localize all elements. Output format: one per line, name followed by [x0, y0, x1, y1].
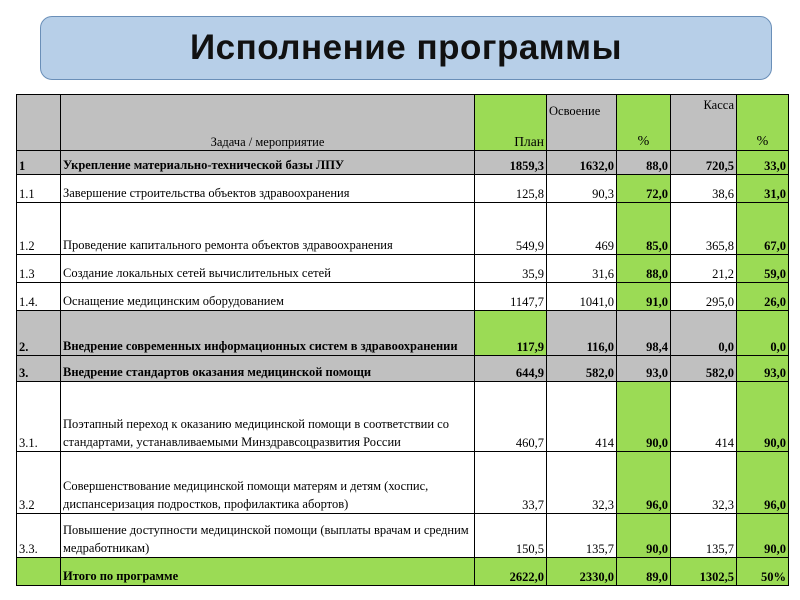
row-idx: 3.1. — [17, 382, 61, 452]
row-pct1: 90,0 — [617, 514, 671, 558]
row-kassa: 0,0 — [671, 311, 737, 356]
row-idx: 3. — [17, 356, 61, 382]
row-pct2: 93,0 — [737, 356, 789, 382]
row-plan: 2622,0 — [475, 558, 547, 586]
row-pct2: 0,0 — [737, 311, 789, 356]
row-pct2: 26,0 — [737, 283, 789, 311]
row-pct2: 50% — [737, 558, 789, 586]
row-kassa: 582,0 — [671, 356, 737, 382]
row-pct2: 33,0 — [737, 151, 789, 175]
row-osvoenie: 31,6 — [547, 255, 617, 283]
row-kassa: 135,7 — [671, 514, 737, 558]
row-task: Поэтапный переход к оказанию медицинской помощи в соответствии со стандартами, устанавливаемыми Минздравсоцразвития России — [61, 382, 475, 452]
row-pct1: 85,0 — [617, 203, 671, 255]
row-pct1: 88,0 — [617, 151, 671, 175]
row-kassa: 365,8 — [671, 203, 737, 255]
row-pct1: 89,0 — [617, 558, 671, 586]
row-idx: 1 — [17, 151, 61, 175]
header-pct1: % — [617, 95, 671, 151]
program-table — [16, 94, 789, 586]
row-idx: 1.1 — [17, 175, 61, 203]
row-task: Укрепление материально-технической базы ЛПУ — [61, 151, 475, 175]
row-plan: 460,7 — [475, 382, 547, 452]
total-row — [17, 558, 789, 586]
row-kassa: 720,5 — [671, 151, 737, 175]
table-row — [17, 514, 789, 558]
row-kassa: 21,2 — [671, 255, 737, 283]
row-idx: 1.3 — [17, 255, 61, 283]
row-task: Завершение строительства объектов здравоохранения — [61, 175, 475, 203]
row-pct1: 98,4 — [617, 311, 671, 356]
row-task: Проведение капитального ремонта объектов здравоохранения — [61, 203, 475, 255]
row-osvoenie: 469 — [547, 203, 617, 255]
header-plan: План — [475, 95, 547, 151]
row-pct2: 59,0 — [737, 255, 789, 283]
table-row — [17, 203, 789, 255]
row-osvoenie: 414 — [547, 382, 617, 452]
row-pct1: 91,0 — [617, 283, 671, 311]
header-kassa: Касса — [671, 95, 737, 151]
row-kassa: 295,0 — [671, 283, 737, 311]
row-osvoenie: 582,0 — [547, 356, 617, 382]
row-task: Повышение доступности медицинской помощи (выплаты врачам и средним медработникам) — [61, 514, 475, 558]
table-row — [17, 175, 789, 203]
row-plan: 1859,3 — [475, 151, 547, 175]
row-task: Итого по программе — [61, 558, 475, 586]
row-task: Оснащение медицинским оборудованием — [61, 283, 475, 311]
row-kassa: 1302,5 — [671, 558, 737, 586]
row-pct1: 90,0 — [617, 382, 671, 452]
row-kassa: 32,3 — [671, 452, 737, 514]
row-pct1: 93,0 — [617, 356, 671, 382]
row-plan: 33,7 — [475, 452, 547, 514]
header-pct2: % — [737, 95, 789, 151]
row-idx: 2. — [17, 311, 61, 356]
row-plan: 125,8 — [475, 175, 547, 203]
row-idx: 3.3. — [17, 514, 61, 558]
row-kassa: 38,6 — [671, 175, 737, 203]
row-pct2: 90,0 — [737, 514, 789, 558]
header-task-label: Задача / мероприятие — [210, 135, 325, 149]
row-osvoenie: 2330,0 — [547, 558, 617, 586]
row-task: Совершенствование медицинской помощи матерям и детям (хоспис, диспансеризация подростков, профилактика абортов) — [61, 452, 475, 514]
row-pct2: 90,0 — [737, 382, 789, 452]
row-osvoenie: 135,7 — [547, 514, 617, 558]
header-osvoenie: Освоение — [547, 95, 617, 151]
row-task: Создание локальных сетей вычислительных сетей — [61, 255, 475, 283]
header-row — [17, 95, 789, 151]
row-plan: 35,9 — [475, 255, 547, 283]
row-osvoenie: 116,0 — [547, 311, 617, 356]
row-osvoenie: 1632,0 — [547, 151, 617, 175]
row-plan: 644,9 — [475, 356, 547, 382]
row-idx: 1.4. — [17, 283, 61, 311]
title-banner — [40, 16, 772, 80]
row-pct2: 96,0 — [737, 452, 789, 514]
table-row — [17, 382, 789, 452]
row-plan: 549,9 — [475, 203, 547, 255]
row-task: Внедрение стандартов оказания медицинской помощи — [61, 356, 475, 382]
row-osvoenie: 90,3 — [547, 175, 617, 203]
page-title: Исполнение программы — [190, 28, 622, 67]
row-pct2: 31,0 — [737, 175, 789, 203]
row-plan: 150,5 — [475, 514, 547, 558]
row-pct1: 72,0 — [617, 175, 671, 203]
row-osvoenie: 1041,0 — [547, 283, 617, 311]
table-row — [17, 452, 789, 514]
table-row — [17, 151, 789, 175]
row-idx: 1.2 — [17, 203, 61, 255]
row-idx — [17, 558, 61, 586]
table-row — [17, 283, 789, 311]
row-pct1: 88,0 — [617, 255, 671, 283]
row-osvoenie: 32,3 — [547, 452, 617, 514]
header-task — [61, 95, 475, 151]
row-pct1: 96,0 — [617, 452, 671, 514]
row-idx: 3.2 — [17, 452, 61, 514]
table-row — [17, 311, 789, 356]
row-plan: 1147,7 — [475, 283, 547, 311]
row-kassa: 414 — [671, 382, 737, 452]
table-row — [17, 255, 789, 283]
row-task: Внедрение современных информационных систем в здравоохранении — [61, 311, 475, 356]
header-idx — [17, 95, 61, 151]
table-row — [17, 356, 789, 382]
row-pct2: 67,0 — [737, 203, 789, 255]
row-plan: 117,9 — [475, 311, 547, 356]
